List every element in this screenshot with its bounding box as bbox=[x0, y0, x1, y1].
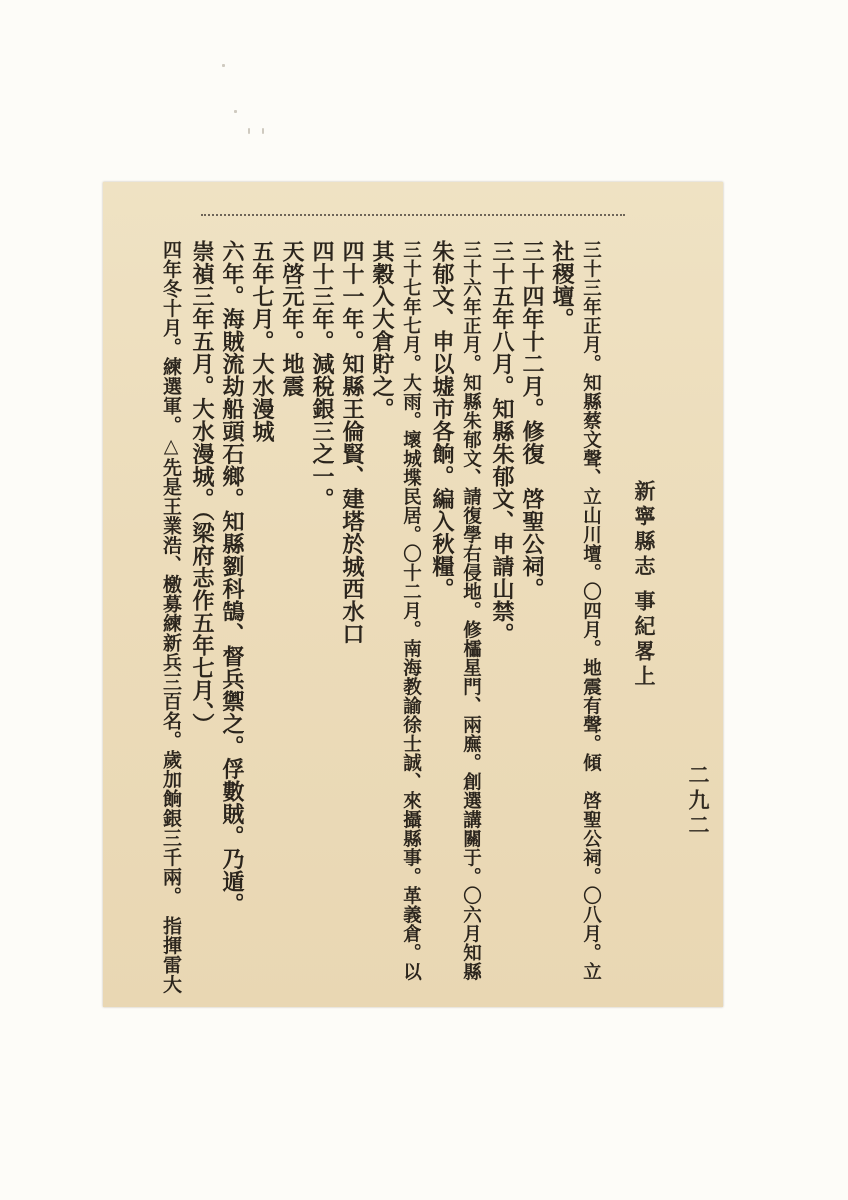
text-column-12: 五年七月。大水漫城 bbox=[249, 240, 275, 443]
header-rule bbox=[201, 214, 625, 216]
text-column-8: 其穀入大倉貯之。 bbox=[369, 240, 395, 420]
text-column-4: 三十五年八月。知縣朱郁文、申請山禁。 bbox=[489, 240, 515, 645]
text-column-7: 三十七年七月。大雨。壞城堞民居。〇十二月。南海教諭徐士誠、來攝縣事。革義倉。以 bbox=[400, 240, 422, 981]
text-column-3: 三十四年十二月。修復 啓聖公祠。 bbox=[519, 240, 545, 600]
text-column-1: 三十三年正月。知縣蔡文聲、立山川壇。〇四月。地震有聲。傾 啓聖公祠。〇八月。立 bbox=[580, 240, 602, 981]
text-column-15: 四年冬十月。練選軍。△先是王業浩、檄募練新兵三百名。歲加餉銀三千兩。 指揮雷大 bbox=[160, 240, 182, 994]
scan-speck bbox=[222, 64, 225, 67]
scan-speck bbox=[248, 128, 250, 134]
scan-speck bbox=[262, 128, 264, 134]
text-column-11: 天啓元年。地震 bbox=[279, 240, 305, 398]
text-column-13: 六年。海賊流劫船頭石鄉。知縣劉科鵠、督兵禦之。俘數賊。乃遁。 bbox=[219, 240, 245, 915]
text-column-9: 四十一年。知縣王倫賢、建塔於城西水口 bbox=[339, 240, 365, 645]
text-column-14: 崇禎三年五月。大水漫城。（梁府志作五年七月、） bbox=[189, 240, 215, 736]
text-column-6: 朱郁文、申以墟市各餉。編入秋糧。 bbox=[429, 240, 455, 600]
section-title: 事紀畧上 bbox=[632, 590, 657, 690]
text-column-2: 社稷壇。 bbox=[549, 240, 575, 330]
book-title: 新寧縣志 bbox=[632, 480, 657, 580]
text-column-10: 四十三年。減稅銀三之一。 bbox=[309, 240, 335, 510]
page-number: 二九二 bbox=[686, 764, 711, 839]
book-page bbox=[103, 182, 723, 1007]
text-column-5: 三十六年正月。知縣朱郁文、請復學右侵地。修櫺星門、兩廡。創選講關于。〇六月知縣 bbox=[460, 240, 482, 981]
scan-speck bbox=[234, 110, 237, 113]
